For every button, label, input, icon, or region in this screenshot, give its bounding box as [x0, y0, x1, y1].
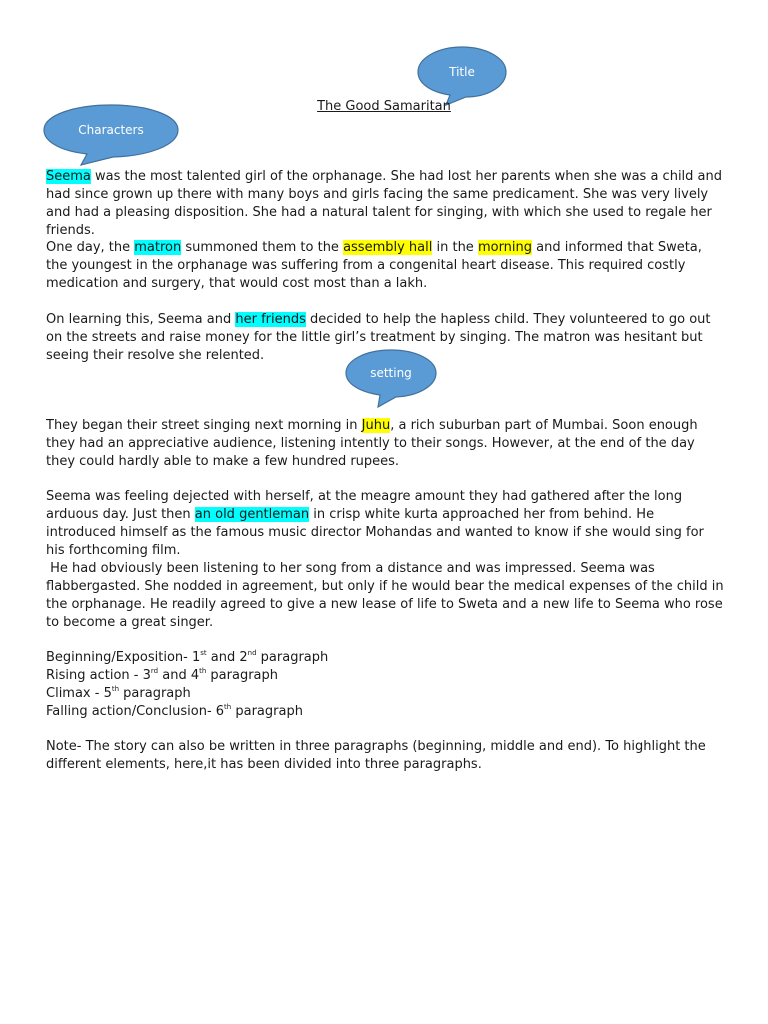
- character-highlight: her friends: [235, 312, 306, 327]
- title-callout: [414, 45, 510, 107]
- character-highlight: an old gentleman: [194, 507, 310, 522]
- paragraph-3: [46, 311, 726, 365]
- structure-line-climax: Climax - 5th paragraph: [46, 685, 191, 701]
- paragraph-6: [46, 560, 726, 632]
- character-highlight: matron: [134, 240, 182, 255]
- setting-highlight: morning: [477, 240, 533, 255]
- structure-line-beginning: Beginning/Exposition- 1st and 2nd paragraph: [46, 649, 329, 665]
- paragraph-text: decided to help the hapless child. They volunteered to go out on the streets and raise money for the little girl’s treatment by singing. The matron was hesitant but seeing their resolve she relented.: [46, 312, 711, 363]
- setting-highlight: assembly hall: [343, 240, 433, 255]
- paragraph-text: summoned them to the: [181, 240, 344, 255]
- paragraph-text: One day, the: [46, 240, 135, 255]
- note-paragraph: Note- The story can also be written in three paragraphs (beginning, middle and end). To highlight the different elements, here,it has been divided into three paragraphs.: [46, 739, 706, 772]
- paragraph-text: in the: [432, 240, 478, 255]
- characters-callout-label: Characters: [78, 123, 144, 137]
- paragraph-text: They began their street singing next morning in: [46, 418, 362, 433]
- paragraph-text: was the most talented girl of the orphanage. She had lost her parents when she was a child and had since grown up there with many boys and girls facing the same predicament. She was very lively and had a pleasing disposition. She had a natural talent for singing, with which she used to regale her friends.: [46, 169, 723, 238]
- structure-line-rising-action: Rising action - 3rd and 4th paragraph: [46, 667, 279, 683]
- character-highlight: Seema: [46, 169, 91, 184]
- paragraph-4: [46, 417, 726, 471]
- document-title: The Good Samaritan: [317, 99, 451, 114]
- paragraph-2: [46, 239, 726, 293]
- paragraph-text: and informed that Sweta, the youngest in the orphanage was suffering from a congenital heart disease. This required costly medication and surgery, that would cost most than a lakh.: [46, 240, 702, 291]
- paragraph-1: [46, 168, 726, 240]
- setting-highlight: Juhu: [361, 418, 391, 433]
- paragraph-text: in crisp white kurta approached her from behind. He introduced himself as the famous music director Mohandas and wanted to know if she would sing for his forthcoming film.: [46, 507, 704, 558]
- paragraph-text: He had obviously been listening to her song from a distance and was impressed. Seema was flabbergasted. She nodded in agreement, but only if he would bear the medical expenses of the child in the orphanage. He readily agreed to give a new lease of life to Sweta and a new life to Seema who rose to become a great singer.: [46, 561, 728, 630]
- structure-line-conclusion: Falling action/Conclusion- 6th paragraph: [46, 703, 303, 719]
- story-structure-list: [46, 649, 726, 721]
- setting-callout-label: setting: [370, 366, 412, 380]
- paragraph-text: On learning this, Seema and: [46, 312, 236, 327]
- title-callout-label: Title: [449, 65, 475, 79]
- paragraph-text: Seema was feeling dejected with herself, at the meagre amount they had gathered after the long arduous day. Just then: [46, 489, 683, 522]
- paragraph-5: [46, 488, 726, 560]
- paragraph-text: , a rich suburban part of Mumbai. Soon enough they had an appreciative audience, listening intently to their songs. However, at the end of the day they could hardly able to make a few hundred rupees.: [46, 418, 698, 469]
